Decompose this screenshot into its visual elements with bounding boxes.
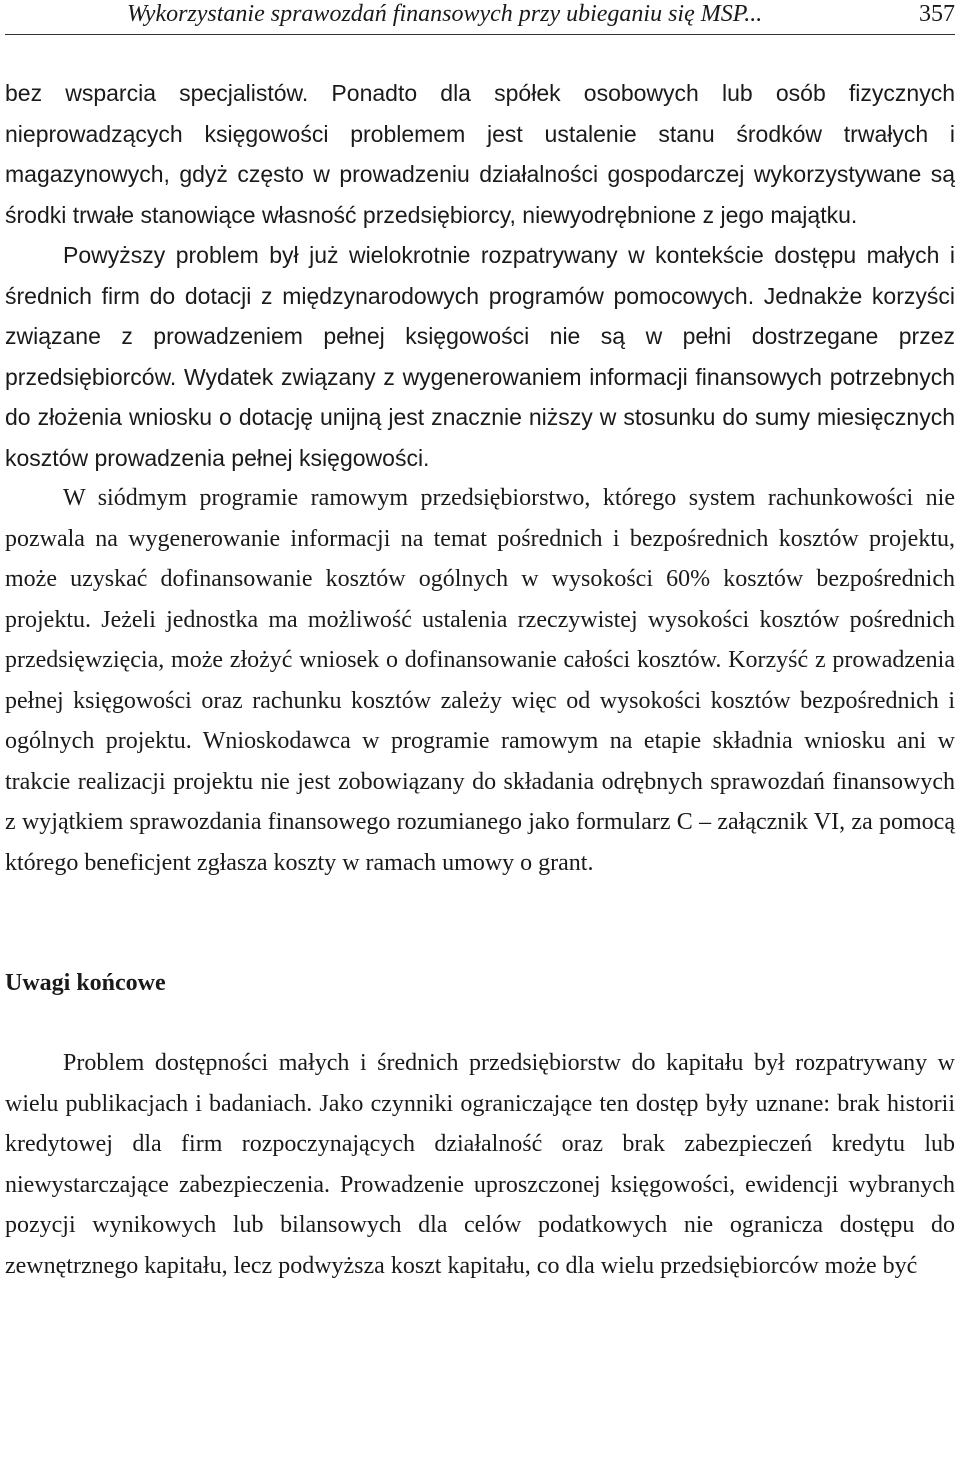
document-page — [5, 0, 955, 1286]
body-text — [5, 73, 955, 883]
running-title: Wykorzystanie sprawozdań finansowych przy ubieganiu się MSP... — [127, 1, 763, 27]
paragraph-1: bez wsparcia specjalistów. Ponadto dla spółek osobowych lub osób fizycznych nieprowadzących księgowości problemem jest ustalenie stanu środków trwałych i magazynowych, gdyż często w prowadzeniu działalności gospodarczej wykorzystywane są środki trwałe stanowiące własność przedsiębiorcy, niewyodrębnione z jego majątku. — [5, 80, 955, 228]
paragraph-3: W siódmym programie ramowym przedsiębiorstwo, którego system rachunkowości nie pozwala na wygenerowanie informacji na temat pośrednich i bezpośrednich kosztów projektu, może uzyskać dofinansowanie kosztów ogólnych w wysokości 60% kosztów bezpośrednich projektu. Jeżeli jednostka ma możliwość ustalenia rzeczywistej wysokości kosztów pośrednich przedsięwzięcia, może złożyć wniosek o dofinansowanie całości kosztów. Korzyść z prowadzenia pełnej księgowości oraz rachunku kosztów zależy więc od wysokości kosztów bezpośrednich i ogólnych projektu. Wnioskodawca w programie ramowym na etapie składnia wniosku ani w trakcie realizacji projektu nie jest zobowiązany do składania odrębnych sprawozdań finansowych z wyjątkiem sprawozdania finansowego rozumianego jako formularz C – załącznik VI, za pomocą którego beneficjent zgłasza koszty w ramach umowy o grant. — [5, 485, 955, 876]
section-body — [5, 1043, 955, 1286]
section-heading: Uwagi końcowe — [5, 970, 166, 996]
page-number: 357 — [919, 1, 955, 27]
paragraph-2: Powyższy problem był już wielokrotnie rozpatrywany w kontekście dostępu małych i średnich firm do dotacji z międzynarodowych programów pomocowych. Jednakże korzyści związane z prowadzeniem pełnej księgowości nie są w pełni dostrzegane przez przedsiębiorców. Wydatek związany z wygenerowaniem informacji finansowych potrzebnych do złożenia wniosku o dotację unijną jest znacznie niższy w stosunku do sumy miesięcznych kosztów prowadzenia pełnej księgowości. — [5, 242, 955, 471]
section-paragraph-1: Problem dostępności małych i średnich przedsiębiorstw do kapitału był rozpatrywany w wielu publikacjach i badaniach. Jako czynniki ograniczające ten dostęp były uznane: brak historii kredytowej dla firm rozpoczynających działalność oraz brak zabezpieczeń kredytu lub niewystarczające zabezpieczenia. Prowadzenie uproszczonej księgowości, ewidencji wybranych pozycji wynikowych lub bilansowych dla celów podatkowych nie ogranicza dostępu do zewnętrznego kapitału, lecz podwyższa koszt kapitału, co dla wielu przedsiębiorców może być — [5, 1050, 955, 1279]
running-header — [5, 0, 955, 35]
